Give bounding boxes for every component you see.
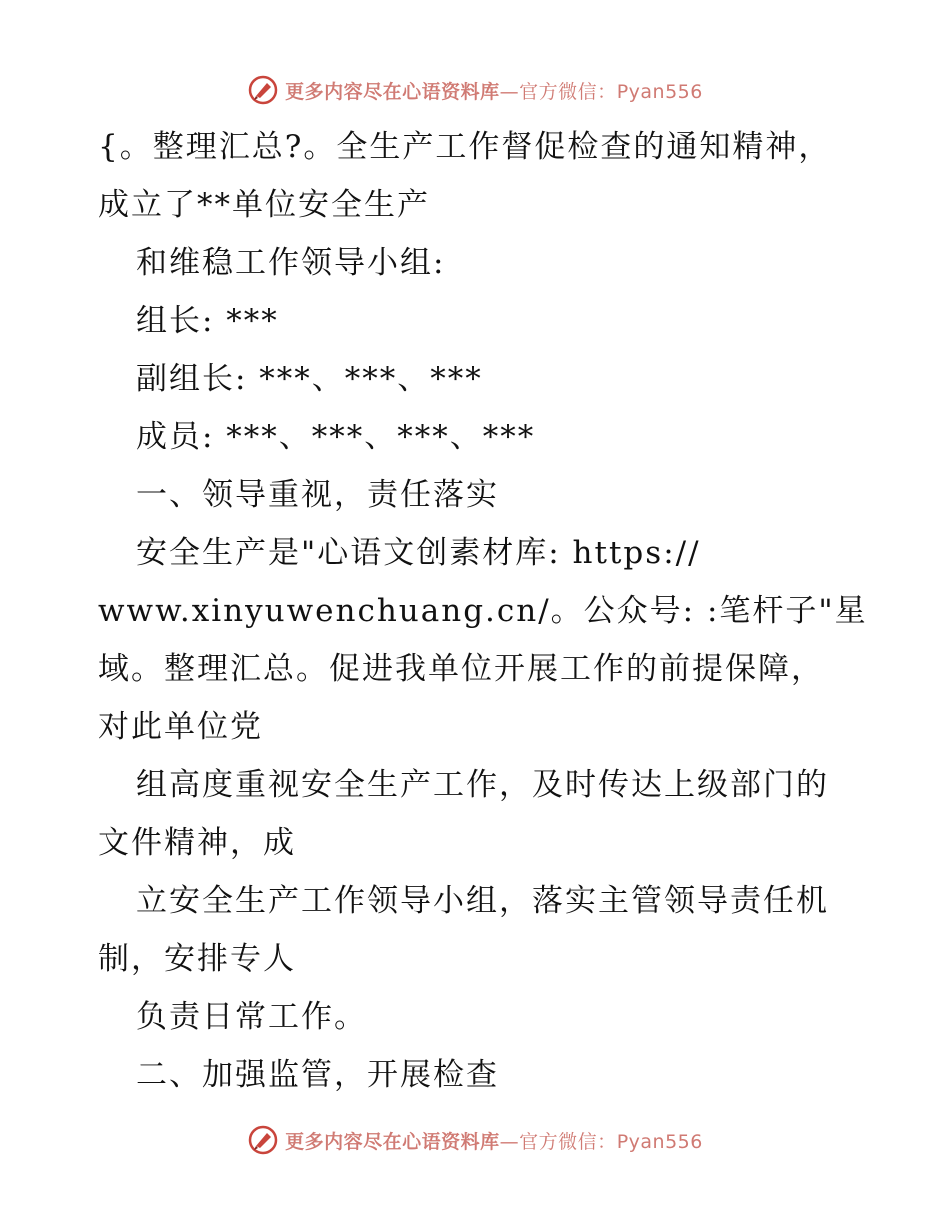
- body-line: {。整理汇总?。全生产工作督促检查的通知精神，: [98, 129, 832, 165]
- body-line: 安全生产是"心语文创素材库: https://: [136, 535, 701, 571]
- watermark-text: 更多内容尽在心语资料库—官方微信：Pyan556: [285, 80, 703, 103]
- body-line: 成员: ***、***、***、***: [136, 419, 536, 455]
- body-line: 成立了**单位安全生产: [98, 187, 430, 223]
- footer-watermark: [0, 1120, 950, 1160]
- body-line: www.xinyuwenchuang.cn/。公众号: :笔杆子"星: [98, 593, 868, 629]
- watermark-text: 更多内容尽在心语资料库—官方微信：Pyan556: [285, 1130, 703, 1153]
- pen-nib-circle-icon: [247, 1124, 279, 1156]
- body-line: 立安全生产工作领导小组，落实主管领导责任机: [136, 883, 829, 919]
- section-heading: 一、领导重视，责任落实: [136, 477, 499, 513]
- document-body: [98, 118, 868, 1104]
- body-line: 和维稳工作领导小组:: [136, 245, 446, 281]
- body-line: 制，安排专人: [98, 941, 296, 977]
- body-line: 对此单位党: [98, 709, 263, 745]
- pen-nib-circle-icon: [247, 74, 279, 106]
- section-heading: 二、加强监管，开展检查: [136, 1057, 499, 1093]
- body-line: 文件精神，成: [98, 825, 296, 861]
- header-watermark: [0, 70, 950, 110]
- body-line: 组高度重视安全生产工作，及时传达上级部门的: [136, 767, 829, 803]
- body-line: 负责日常工作。: [136, 999, 367, 1035]
- body-line: 组长: ***: [136, 303, 279, 339]
- body-line: 副组长: ***、***、***: [136, 361, 483, 397]
- body-line: 域。整理汇总。促进我单位开展工作的前提保障，: [98, 651, 824, 687]
